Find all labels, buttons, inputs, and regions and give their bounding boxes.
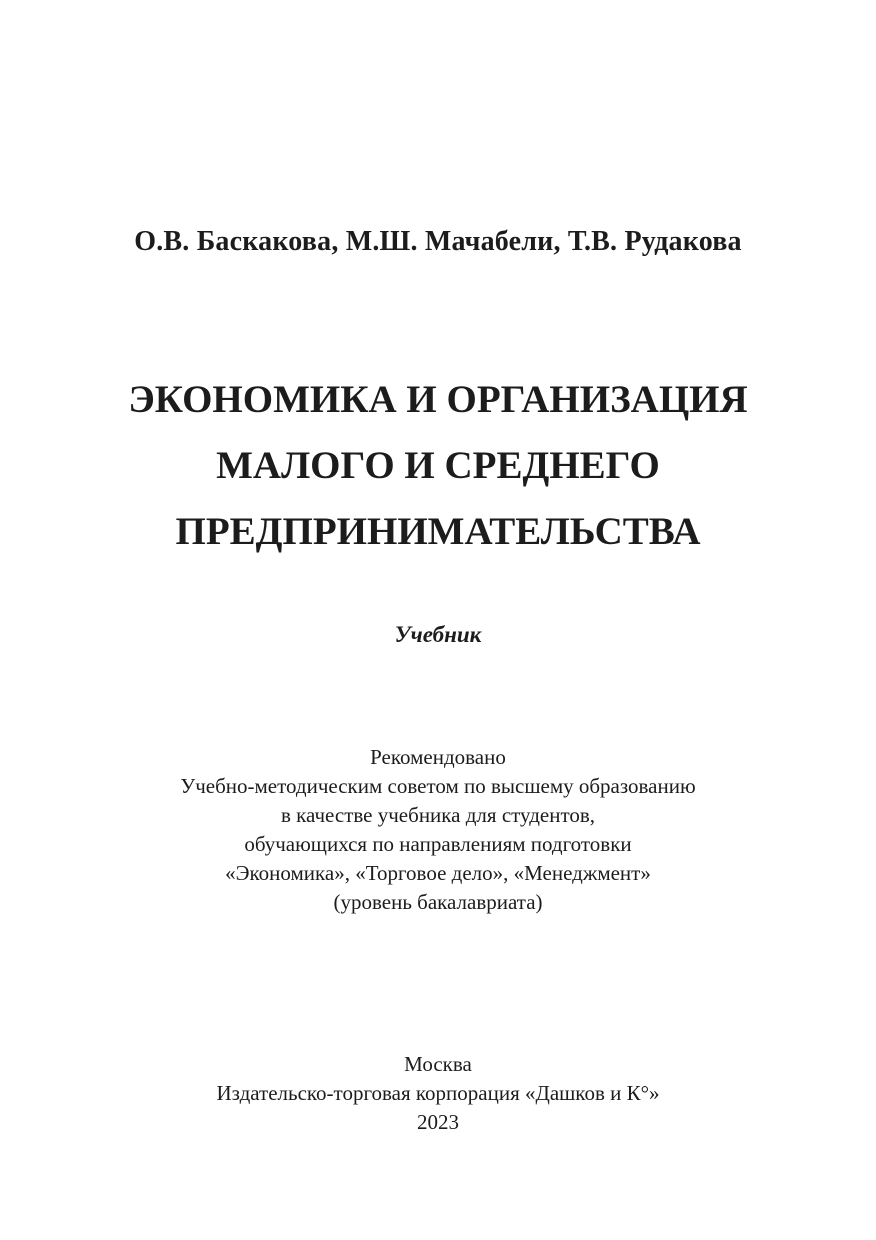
imprint-year: 2023 [417, 1110, 459, 1134]
imprint-block [0, 1050, 876, 1137]
imprint-city: Москва [404, 1052, 472, 1076]
book-type: Учебник [394, 622, 482, 647]
recommendation-line-5: «Экономика», «Торговое дело», «Менеджмент» [225, 861, 651, 885]
book-title [0, 367, 876, 565]
recommendation-line-4: обучающихся по направлениям подготовки [244, 832, 632, 856]
recommendation-block [0, 743, 876, 917]
imprint-publisher: Издательско-торговая корпорация «Дашков и К°» [216, 1081, 660, 1105]
book-title-line-3: ПРЕДПРИНИМАТЕЛЬСТВА [175, 510, 701, 553]
recommendation-line-2: Учебно-методическим советом по высшему образованию [180, 774, 696, 798]
recommendation-line-1: Рекомендовано [370, 745, 506, 769]
book-title-line-2: МАЛОГО И СРЕДНЕГО [216, 444, 660, 487]
book-title-line-1: ЭКОНОМИКА И ОРГАНИЗАЦИЯ [128, 378, 748, 421]
recommendation-line-6: (уровень бакалавриата) [333, 890, 543, 914]
recommendation-line-3: в качестве учебника для студентов, [280, 803, 596, 827]
authors: О.В. Баскакова, М.Ш. Мачабели, Т.В. Рудакова [134, 226, 742, 257]
